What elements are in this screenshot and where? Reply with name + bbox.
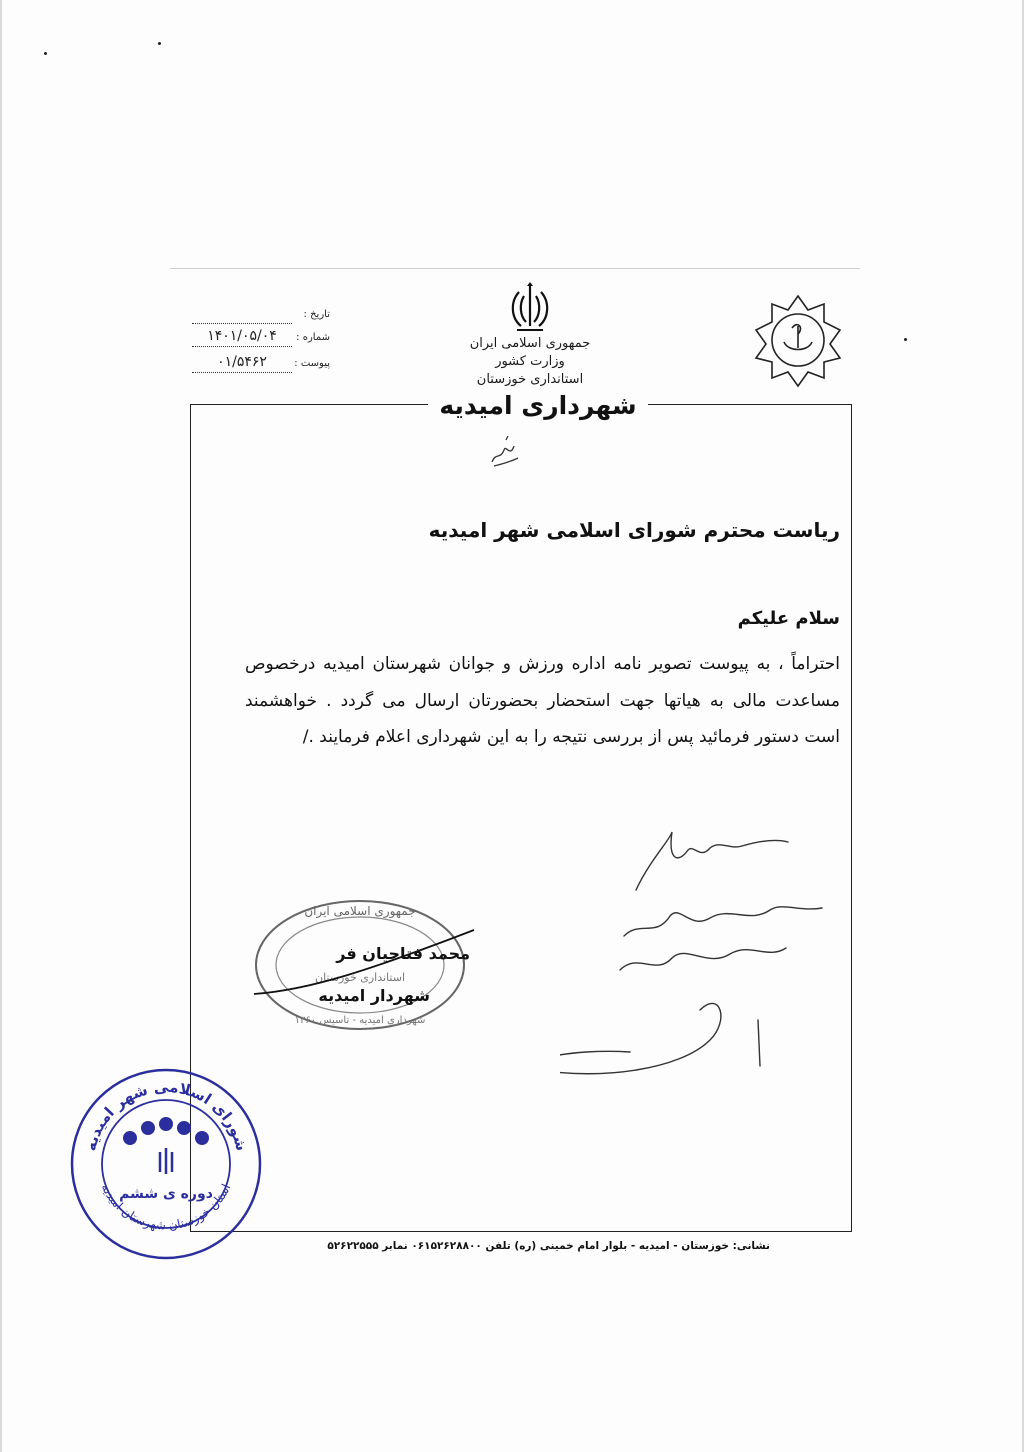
attachment-label: پیوست : (294, 358, 330, 369)
signatory-title: شهردار امیدیه (318, 986, 430, 1005)
svg-text:استان خوزستان شهرستان امیدیه: استان خوزستان شهرستان امیدیه (98, 1181, 234, 1233)
footer-address: نشانی: خوزستان - امیدیه - بلوار امام خمینی (ره) تلفن ۰۶۱۵۲۶۲۸۸۰۰ نمابر ۵۲۶۲۲۵۵۵ (327, 1240, 770, 1252)
signatory-name: محمد فتاحیان فر (336, 944, 470, 963)
date-label: تاریخ : (303, 309, 330, 320)
letter-body: احتراماً ، به پیوست تصویر نامه اداره ورزش و جوانان شهرستان امیدیه درخصوص مساعدت مالی به هیاتها جهت استحضار بحضورتان ارسال می گردد . خواهشمند است دستور فرمائید پس از بررسی نتیجه را به این شهرداری اعلام فرمایند ./ (245, 654, 840, 747)
svg-text:شهرداری امیدیه - تاسیس ۱۳۶۰: شهرداری امیدیه - تاسیس ۱۳۶۰ (294, 1015, 426, 1026)
scan-edge-left (0, 0, 2, 1452)
header-rule (170, 268, 860, 269)
signature-stroke (250, 920, 480, 1010)
scan-speck (44, 52, 47, 55)
iran-emblem-icon (505, 282, 555, 336)
svg-text:شورای اسلامی شهر امیدیه: شورای اسلامی شهر امیدیه (81, 1077, 251, 1153)
handwritten-annotation (560, 820, 850, 1110)
date-value (192, 305, 292, 324)
number-value: ۱۴۰۱/۰۵/۰۴ (192, 328, 292, 347)
attachment-value: ۰۱/۵۴۶۲ (192, 354, 292, 373)
council-stamp (68, 1066, 264, 1262)
letter-greeting: سلام علیکم (737, 608, 840, 629)
number-label: شماره : (296, 332, 330, 343)
scan-speck (158, 42, 161, 45)
svg-text:دوره ی ششم: دوره ی ششم (119, 1186, 213, 1202)
header-province: استانداری خوزستان (476, 372, 584, 387)
margin-handwritten-note (484, 432, 524, 472)
svg-text:جمهوری اسلامی ایران: جمهوری اسلامی ایران (304, 904, 416, 918)
letter-recipient: ریاست محترم شورای اسلامی شهر امیدیه (428, 518, 840, 542)
scan-speck (904, 338, 907, 341)
svg-text:استانداری خوزستان: استانداری خوزستان (314, 971, 406, 984)
header-ministry: وزارت کشور (495, 354, 565, 369)
header-country: جمهوری اسلامی ایران (469, 336, 591, 351)
municipality-logo-icon (748, 290, 848, 390)
municipality-title: شهرداری امیدیه (428, 388, 648, 424)
